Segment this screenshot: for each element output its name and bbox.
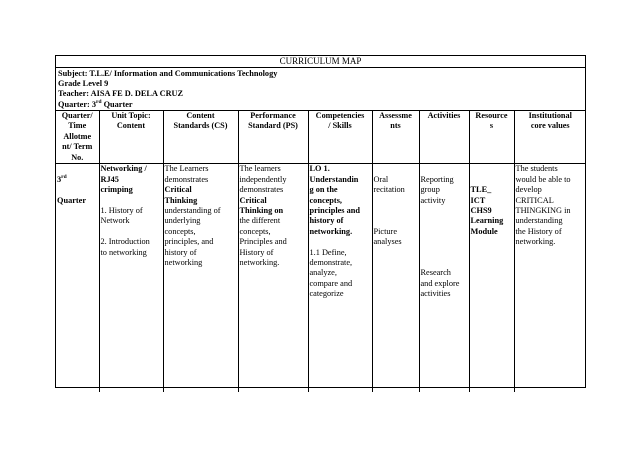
- cell-text-line: Thinking on: [239, 205, 284, 215]
- quarter-prefix: Quarter: 3: [58, 99, 97, 109]
- cell-text-line: underlying: [164, 216, 201, 226]
- header-line: Institutional: [528, 110, 572, 120]
- cell-text-line: the History of: [515, 226, 562, 236]
- cell-assessments: [372, 164, 419, 393]
- cell-text-line: CHS9: [470, 205, 492, 215]
- cell-text-line: activity: [420, 195, 446, 205]
- cell-text-line: [101, 227, 162, 237]
- cell-resources: [469, 164, 514, 393]
- cell-text-line: History of: [239, 247, 274, 257]
- cell-text-line: THINGKING in: [515, 205, 571, 215]
- grade-line: Grade Level 9: [58, 79, 109, 89]
- cell-text-line: would be able to: [515, 174, 571, 184]
- header-line: nts: [390, 121, 401, 131]
- cell-text-line: networking.: [239, 257, 280, 267]
- table-row: [56, 164, 586, 393]
- cell-text-line: LO 1.: [309, 164, 330, 174]
- cell-text-line: Networking /: [100, 164, 147, 174]
- cell-text-line: and explore: [420, 278, 460, 288]
- cell-text-line: history of: [164, 247, 197, 257]
- cell-text-line: compare and: [309, 278, 353, 288]
- cell-text-line: understanding: [515, 216, 563, 226]
- cell-text-line: Understandin: [309, 174, 359, 184]
- cell-text-line: Thinking: [164, 195, 198, 205]
- cell-text-line: networking.: [515, 237, 556, 247]
- header-line: Quarter/: [61, 110, 93, 120]
- cell-text-line: concepts,: [309, 195, 342, 205]
- meta-block: [56, 68, 585, 111]
- cell-text-line: TLE_: [470, 185, 492, 195]
- header-line: Resource: [475, 110, 508, 120]
- header-content-standards: [163, 111, 238, 164]
- cell-text-line: demonstrate,: [309, 257, 353, 267]
- header-line: Assessme: [379, 110, 412, 120]
- header-line: No.: [71, 152, 84, 162]
- header-performance-standard: [238, 111, 308, 164]
- quarter-line: [58, 100, 583, 110]
- header-line: s: [489, 121, 494, 131]
- cell-content-standards: [163, 164, 238, 393]
- header-quarter: [56, 111, 99, 164]
- cell-text-line: Network: [100, 216, 130, 226]
- header-line: Standard (PS): [248, 121, 298, 131]
- cell-text-line: the different: [239, 216, 281, 226]
- header-line: core values: [530, 121, 570, 131]
- header-line: Activities: [427, 110, 461, 120]
- cell-text-line: Reporting: [420, 174, 454, 184]
- cell-text-line: ICT: [470, 195, 486, 205]
- cell-text-line: Research: [420, 268, 451, 278]
- cell-text-line: concepts,: [239, 226, 271, 236]
- header-resources: [469, 111, 514, 164]
- curriculum-map-sheet: [55, 55, 586, 388]
- cell-unit-topic: [99, 164, 163, 393]
- cell-text-line: Principles and: [239, 237, 287, 247]
- cell-text-line: 1.1 Define,: [309, 247, 347, 257]
- cell-text-line: to networking: [100, 247, 147, 257]
- cell-text-line: 1. History of: [100, 205, 143, 215]
- cell-text-line: independently: [239, 174, 287, 184]
- cell-text-line: group: [420, 185, 440, 195]
- cell-competencies: [308, 164, 372, 393]
- cell-text-line: Critical: [164, 185, 192, 195]
- cell-text-line: understanding of: [164, 205, 221, 215]
- cell-text-line: RJ45: [100, 174, 119, 184]
- cell-text-line: principles, and: [164, 237, 214, 247]
- cell-text-line: Learning: [470, 216, 504, 226]
- cell-text-line: develop: [515, 185, 542, 195]
- subject-line: Subject: T.L.E/ Information and Communications Technology: [58, 69, 278, 78]
- cell-text-line: The students: [515, 164, 558, 174]
- cell-activities: [419, 164, 469, 393]
- header-row: [56, 111, 586, 164]
- header-line: Performance: [250, 110, 296, 120]
- cell-quarter: [56, 164, 99, 393]
- header-assessments: [372, 111, 419, 164]
- header-line: Allotme: [63, 131, 92, 141]
- cell-text-line: networking.: [309, 226, 353, 236]
- cell-performance-standard: [238, 164, 308, 393]
- header-line: Content: [116, 121, 146, 131]
- header-line: Standards (CS): [173, 121, 228, 131]
- cell-text-line: concepts,: [164, 226, 196, 236]
- cell-text-line: analyses: [373, 237, 402, 247]
- header-line: nt/ Term: [62, 142, 93, 152]
- teacher-line: Teacher: AISA FE D. DELA CRUZ: [58, 89, 184, 99]
- cell-text-line: CRITICAL: [515, 195, 554, 205]
- header-line: Unit Topic:: [111, 110, 151, 120]
- cell-text-line: Picture: [373, 226, 398, 236]
- cell-text-line: Module: [470, 226, 498, 236]
- header-core-values: [514, 111, 586, 164]
- header-line: Time: [68, 121, 87, 131]
- cell-text-line: g on the: [309, 185, 338, 195]
- header-unit-topic: [99, 111, 163, 164]
- header-competencies: [308, 111, 372, 164]
- cell-text-line: demonstrates: [239, 185, 284, 195]
- cell-text-line: recitation: [373, 185, 405, 195]
- header-line: Competencies: [315, 110, 365, 120]
- cell-text-line: The learners: [239, 164, 281, 174]
- quarter-word: Quarter: [57, 195, 87, 205]
- document-title: CURRICULUM MAP: [56, 56, 585, 68]
- cell-text-line: principles and: [309, 205, 360, 215]
- cell-text-line: activities: [420, 289, 451, 299]
- cell-text-line: analyze,: [309, 268, 337, 278]
- header-line: / Skills: [328, 121, 352, 131]
- cell-text-line: crimping: [100, 185, 133, 195]
- cell-text-line: Oral: [373, 174, 389, 184]
- cell-core-values: [514, 164, 586, 393]
- quarter-number-sup: rd: [61, 173, 67, 180]
- cell-text-line: The Learners: [164, 164, 209, 174]
- quarter-suffix: Quarter: [101, 99, 133, 109]
- header-line: Content: [186, 110, 215, 120]
- cell-text-line: categorize: [309, 289, 344, 299]
- cell-text-line: networking: [164, 257, 203, 267]
- header-activities: [419, 111, 469, 164]
- cell-text-line: history of: [309, 216, 344, 226]
- cell-text-line: 2. Introduction: [100, 237, 150, 247]
- cell-text-line: demonstrates: [164, 174, 209, 184]
- curriculum-table: [56, 111, 586, 393]
- quarter-number: 3: [57, 174, 62, 184]
- cell-text-line: Critical: [239, 195, 267, 205]
- quarter-sup: rd: [96, 98, 102, 105]
